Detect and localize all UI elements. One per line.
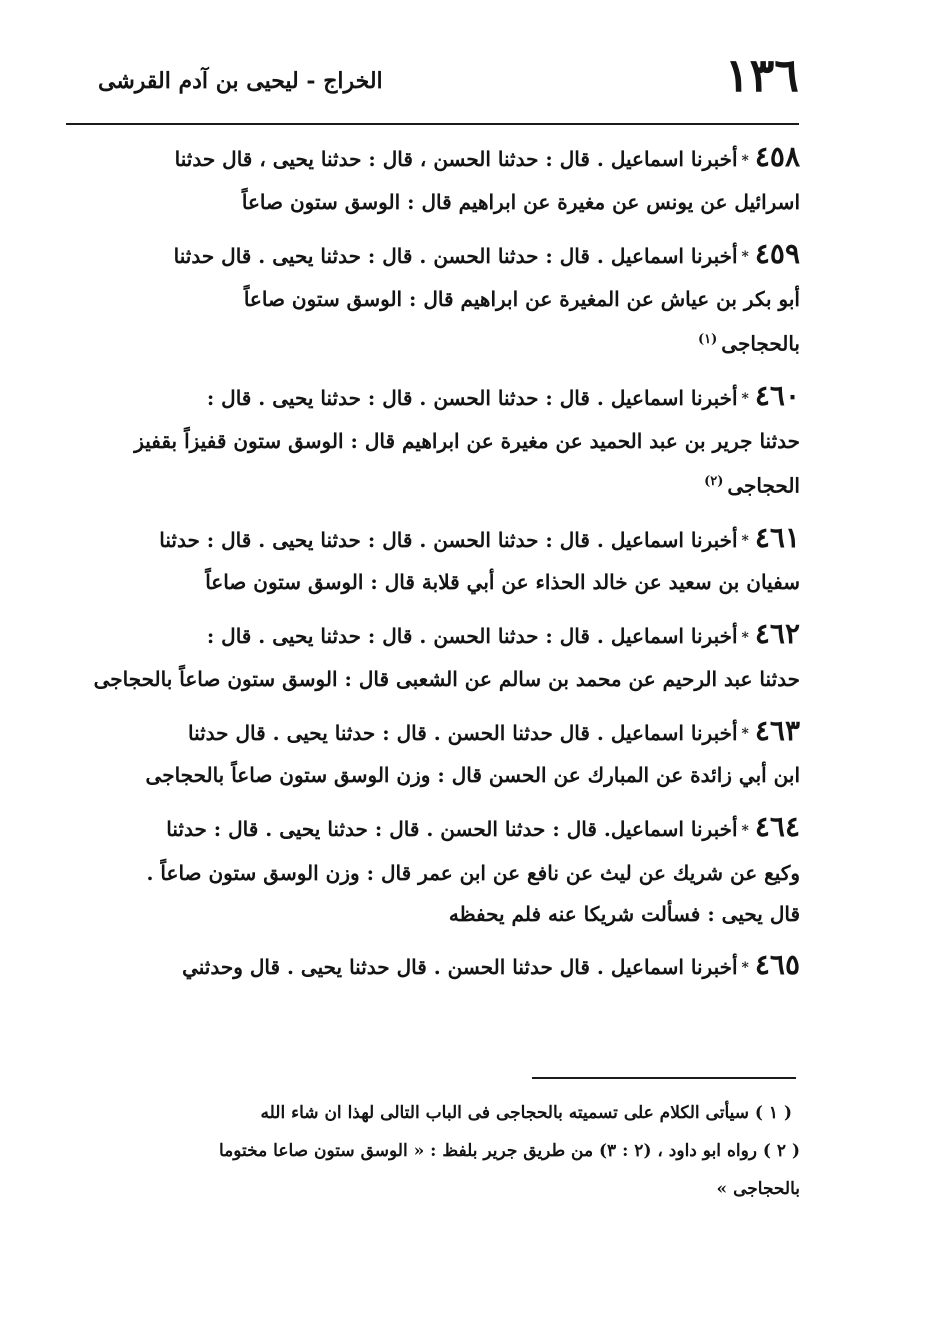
entry-text: حدثنا عبد الرحيم عن محمد بن سالم عن الشعبى قال : الوسق ستون صاعاً بالحجاجى: [93, 666, 800, 691]
star-icon: *: [741, 822, 749, 839]
entry-460: [70, 375, 800, 506]
entry-line: [70, 517, 800, 563]
entry-line: [70, 852, 800, 894]
star-icon: *: [741, 391, 749, 408]
star-icon: *: [741, 629, 749, 646]
entry-line: [70, 182, 800, 222]
entry-line: [70, 278, 800, 320]
footnotes: [70, 1094, 800, 1208]
entry-number: ٤٦٢: [754, 617, 800, 651]
entry-text: أبو بكر بن عياش عن المغيرة عن ابراهيم قال : الوسق ستون صاعاً: [243, 287, 800, 311]
entry-text: قال يحيى : فسألت شريكا عنه فلم يحفظه: [448, 901, 800, 926]
entry-line: [70, 710, 800, 756]
star-icon: *: [741, 726, 749, 743]
entry-text: حدثنا جرير بن عبد الحميد عن مغيرة عن ابراهيم قال : الوسق ستون قفيزاً بقفيز: [134, 429, 800, 454]
entry-line: [70, 233, 800, 279]
footnote-ref[interactable]: (١): [698, 332, 718, 347]
entry-text: أخبرنا اسماعيل . قال حدثنا الحسن . قال : حدثنا يحيى . قال حدثنا: [187, 720, 738, 745]
entry-number: ٤٦١: [754, 520, 800, 554]
entry-line: [70, 320, 800, 364]
entry-text: أخبرنا اسماعيل. قال : حدثنا الحسن . قال : حدثنا يحيى . قال : حدثنا: [166, 817, 738, 842]
entry-text: أخبرنا اسماعيل . قال حدثنا الحسن . قال حدثنا يحيى . قال وحدثني: [182, 954, 738, 979]
footnote-ref[interactable]: (٢): [704, 474, 724, 490]
entry-number: ٤٦٠: [754, 378, 800, 412]
entry-text: سفيان بن سعيد عن خالد الحذاء عن أبي قلابة قال : الوسق ستون صاعاً: [205, 570, 800, 595]
entry-line: [70, 659, 800, 699]
entry-number: ٤٦٤: [754, 810, 800, 844]
entry-text: اسرائيل عن يونس عن مغيرة عن ابراهيم قال : الوسق ستون صاعاً: [241, 189, 800, 214]
entry-line: [70, 136, 800, 182]
entry-line: [70, 375, 800, 421]
entry-line: [70, 462, 800, 506]
footnote-2-continuation: بالحجاجى »: [716, 1179, 800, 1199]
entry-number: ٤٥٩: [754, 236, 800, 270]
entry-465: [70, 945, 800, 989]
star-icon: *: [741, 249, 749, 265]
header-rule: [66, 123, 799, 125]
running-title: الخراج - ليحيى بن آدم القرشى: [98, 68, 383, 94]
entry-line: [70, 806, 800, 852]
entry-line: [70, 945, 800, 989]
entry-text: أخبرنا اسماعيل . قال : حدثنا الحسن . قال : حدثنا يحيى . قال :: [206, 624, 738, 649]
star-icon: *: [741, 533, 749, 550]
entry-text: أخبرنا اسماعيل . قال : حدثنا الحسن . قال : حدثنا يحيى . قال حدثنا: [173, 243, 738, 268]
page-number: ١٣٦: [724, 48, 799, 102]
footnote-2: ( ٢ ) رواه ابو داود ، (٢ : ٣) من طريق جرير بلفظ : « الوسق ستون صاعا مختوما: [218, 1141, 800, 1161]
entry-text: الحجاجى: [727, 473, 800, 498]
footnote-rule: [532, 1077, 796, 1079]
star-icon: *: [741, 960, 749, 977]
entry-line: [70, 894, 800, 934]
running-head: [66, 48, 797, 108]
entry-462: [70, 613, 800, 699]
entry-line: [70, 755, 800, 795]
entry-number: ٤٦٣: [754, 713, 800, 747]
entry-text: ابن أبي زائدة عن المبارك عن الحسن قال : وزن الوسق ستون صاعاً بالحجاجى: [145, 763, 800, 788]
entry-461: [70, 517, 800, 603]
entry-line: [70, 613, 800, 659]
entry-text: أخبرنا اسماعيل . قال : حدثنا الحسن . قال : حدثنا يحيى . قال :: [206, 385, 738, 410]
entry-459: [70, 233, 800, 364]
entry-number: ٤٦٥: [754, 947, 800, 981]
entry-text: أخبرنا اسماعيل . قال : حدثنا الحسن ، قال : حدثنا يحيى ، قال حدثنا: [174, 147, 738, 171]
entry-text: بالحجاجى: [721, 331, 800, 356]
page-body: [70, 136, 800, 999]
star-icon: *: [741, 152, 749, 169]
entry-line: [70, 420, 800, 462]
entry-463: [70, 710, 800, 796]
entry-number: ٤٥٨: [754, 140, 800, 173]
entry-464: [70, 806, 800, 934]
entry-458: [70, 136, 800, 222]
entry-line: [70, 562, 800, 602]
entry-text: أخبرنا اسماعيل . قال : حدثنا الحسن . قال : حدثنا يحيى . قال : حدثنا: [159, 527, 738, 552]
entry-text: وكيع عن شريك عن ليث عن نافع عن ابن عمر قال : وزن الوسق ستون صاعاً .: [146, 860, 800, 885]
footnote-1: ( ١ ) سيأتى الكلام على تسميته بالحجاجى فى الباب التالى لهذا ان شاء الله: [260, 1103, 792, 1123]
